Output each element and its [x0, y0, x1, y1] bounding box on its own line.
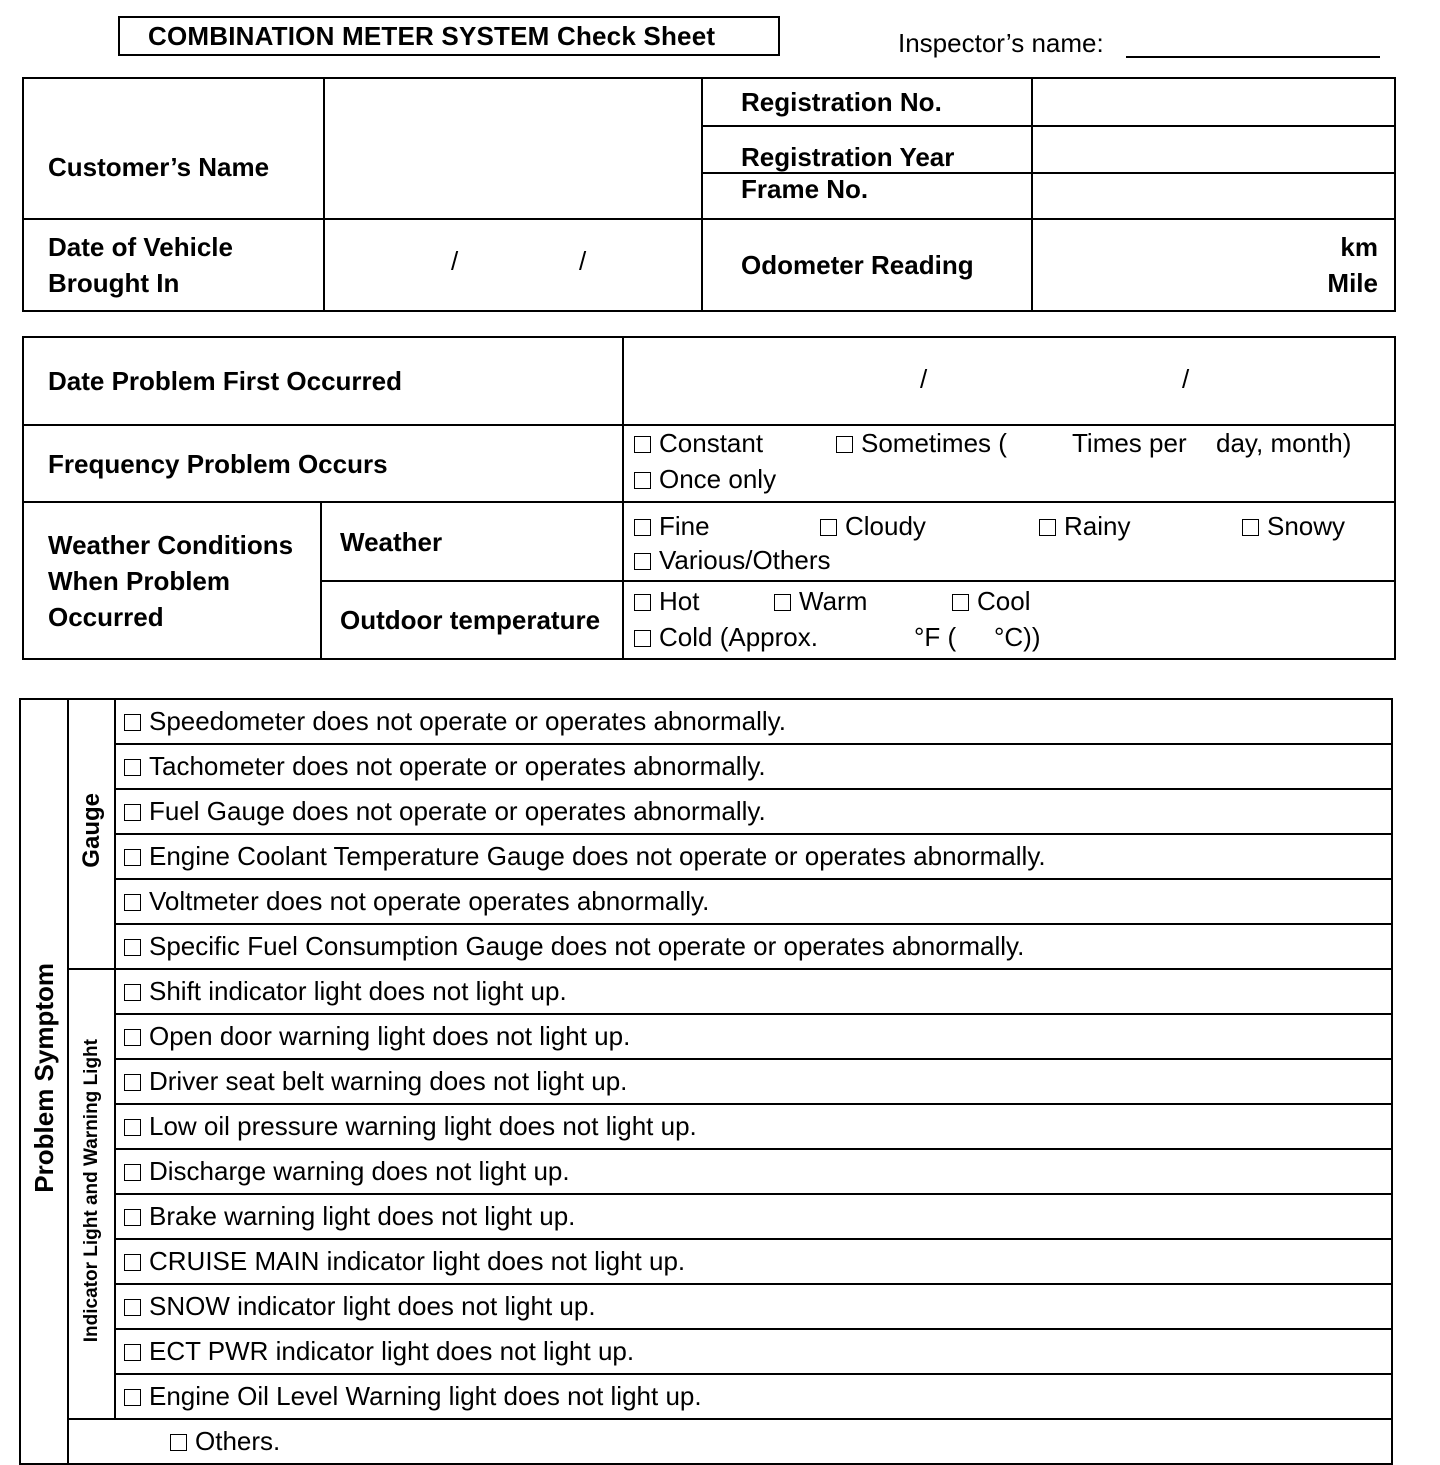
weather-fine-option[interactable]	[634, 511, 710, 542]
date-brought-in-label-line1: Date of Vehicle	[48, 232, 233, 262]
checkbox-icon[interactable]	[634, 630, 651, 647]
date-separator: /	[920, 364, 928, 394]
checkbox-icon[interactable]	[124, 1164, 141, 1181]
frequency-options	[623, 425, 1395, 502]
symptom-text: CRUISE MAIN indicator light does not light up.	[149, 1246, 686, 1276]
problem-symptom-label-cell	[20, 699, 68, 1464]
symptom-text: Engine Oil Level Warning light does not light up.	[149, 1381, 702, 1411]
conditions-table	[22, 336, 1396, 660]
symptom-text: Low oil pressure warning light does not light up.	[149, 1111, 697, 1141]
problem-symptom-label: Problem Symptom	[28, 963, 59, 1193]
checkbox-icon[interactable]	[170, 1434, 187, 1451]
weather-conditions-group-label	[23, 502, 321, 659]
outdoor-temperature-label: Outdoor temperature	[321, 581, 623, 659]
checkbox-icon[interactable]	[952, 594, 969, 611]
weather-fine-text: Fine	[659, 511, 710, 541]
registration-no-label: Registration No.	[702, 78, 1032, 126]
problem-symptom-table	[19, 698, 1393, 1465]
freq-sometimes-option[interactable]	[836, 428, 1007, 459]
checkbox-icon[interactable]	[1242, 519, 1259, 536]
frame-no-label: Frame No.	[702, 173, 1032, 219]
others-spacer	[68, 1419, 115, 1464]
checkbox-icon[interactable]	[634, 436, 651, 453]
checkbox-icon[interactable]	[124, 939, 141, 956]
symptom-text: Engine Coolant Temperature Gauge does not operate or operates abnormally.	[149, 841, 1046, 871]
temp-cold-option[interactable]	[634, 622, 818, 653]
weather-label: Weather	[321, 502, 623, 581]
checkbox-icon[interactable]	[124, 1074, 141, 1091]
symptom-text: ECT PWR indicator light does not light up.	[149, 1336, 635, 1366]
freq-day-month-text: day, month)	[1216, 428, 1352, 458]
date-brought-in-field[interactable]	[324, 219, 702, 311]
symptom-item[interactable]	[115, 1014, 1392, 1059]
checkbox-icon[interactable]	[1039, 519, 1056, 536]
symptom-item[interactable]	[115, 1194, 1392, 1239]
checkbox-icon[interactable]	[124, 1029, 141, 1046]
weather-rainy-text: Rainy	[1064, 511, 1131, 541]
symptom-text: Open door warning light does not light up.	[149, 1021, 631, 1051]
checkbox-icon[interactable]	[124, 1254, 141, 1271]
temperature-options	[623, 581, 1395, 659]
weather-group-line3: Occurred	[48, 601, 164, 632]
checkbox-icon[interactable]	[124, 984, 141, 1001]
symptom-text: Discharge warning does not light up.	[149, 1156, 570, 1186]
freq-once-option[interactable]	[634, 464, 776, 495]
checkbox-icon[interactable]	[820, 519, 837, 536]
checkbox-icon[interactable]	[124, 804, 141, 821]
frame-no-field[interactable]	[1032, 173, 1395, 219]
checkbox-icon[interactable]	[634, 519, 651, 536]
gauge-label-cell	[68, 699, 115, 969]
symptom-text: Brake warning light does not light up.	[149, 1201, 576, 1231]
freq-times-per-text: Times per	[1072, 428, 1187, 458]
symptom-item[interactable]	[115, 1239, 1392, 1284]
checkbox-icon[interactable]	[124, 1299, 141, 1316]
symptom-item[interactable]	[115, 699, 1392, 744]
indicator-label-cell	[68, 969, 115, 1419]
checkbox-icon[interactable]	[634, 553, 651, 570]
symptom-text: Fuel Gauge does not operate or operates abnormally.	[149, 796, 766, 826]
temp-celsius-text: °C))	[994, 622, 1041, 652]
checkbox-icon[interactable]	[124, 849, 141, 866]
checkbox-icon[interactable]	[124, 1119, 141, 1136]
others-item[interactable]	[115, 1419, 1392, 1464]
weather-cloudy-text: Cloudy	[845, 511, 926, 541]
date-first-occurred-label: Date Problem First Occurred	[23, 337, 623, 425]
sheet-title: COMBINATION METER SYSTEM Check Sheet	[118, 16, 780, 56]
odometer-label: Odometer Reading	[702, 219, 1032, 311]
registration-no-field[interactable]	[1032, 78, 1395, 126]
customer-name-field[interactable]	[324, 78, 702, 219]
gauge-label: Gauge	[77, 793, 105, 868]
registration-year-field[interactable]	[1032, 126, 1395, 173]
temp-cool-text: Cool	[977, 586, 1031, 616]
checkbox-icon[interactable]	[124, 1389, 141, 1406]
symptom-item[interactable]	[115, 834, 1392, 879]
temp-hot-text: Hot	[659, 586, 700, 616]
symptom-item[interactable]	[115, 924, 1392, 969]
weather-cloudy-option[interactable]	[820, 511, 926, 542]
symptom-item[interactable]	[115, 1104, 1392, 1149]
symptom-item[interactable]	[115, 1284, 1392, 1329]
date-separator: /	[579, 246, 587, 276]
inspector-label: Inspector’s name:	[898, 28, 1104, 58]
weather-rainy-option[interactable]	[1039, 511, 1130, 542]
unit-km: km	[1340, 232, 1378, 262]
weather-options	[623, 502, 1395, 581]
temp-fahrenheit-text: °F (	[914, 622, 957, 652]
checkbox-icon[interactable]	[124, 714, 141, 731]
weather-group-line1: Weather Conditions	[48, 529, 294, 560]
weather-snowy-option[interactable]	[1242, 511, 1345, 542]
inspector-name-field[interactable]	[1126, 56, 1380, 58]
symptom-item[interactable]	[115, 1149, 1392, 1194]
date-brought-in-label	[23, 219, 324, 311]
checkbox-icon[interactable]	[774, 594, 791, 611]
weather-various-option[interactable]	[634, 545, 830, 576]
symptom-text: Driver seat belt warning does not light up.	[149, 1066, 628, 1096]
checkbox-icon[interactable]	[124, 1209, 141, 1226]
checkbox-icon[interactable]	[634, 472, 651, 489]
indicator-label: Indicator Light and Warning Light	[80, 1038, 102, 1343]
temp-warm-text: Warm	[799, 586, 868, 616]
freq-constant-text: Constant	[659, 428, 764, 458]
registration-year-label: Registration Year	[702, 126, 1032, 173]
symptom-item[interactable]	[115, 789, 1392, 834]
date-brought-in-label-line2: Brought In	[48, 268, 180, 298]
checkbox-icon[interactable]	[836, 436, 853, 453]
symptom-text: Speedometer does not operate or operates abnormally.	[149, 706, 786, 736]
odometer-field[interactable]	[1032, 219, 1395, 311]
customer-name-label: Customer’s Name	[23, 78, 324, 219]
symptom-item[interactable]	[115, 1059, 1392, 1104]
checkbox-icon[interactable]	[634, 594, 651, 611]
symptom-item[interactable]	[115, 1374, 1392, 1419]
freq-once-text: Once only	[659, 464, 777, 494]
weather-snowy-text: Snowy	[1267, 511, 1346, 541]
checkbox-icon[interactable]	[124, 759, 141, 776]
frequency-label: Frequency Problem Occurs	[23, 425, 623, 502]
symptom-text: Shift indicator light does not light up.	[149, 976, 567, 1006]
date-first-occurred-field[interactable]	[623, 337, 1395, 425]
freq-sometimes-text: Sometimes (	[861, 428, 1007, 458]
symptom-item[interactable]	[115, 744, 1392, 789]
symptom-text: Specific Fuel Consumption Gauge does not operate or operates abnormally.	[149, 931, 1025, 961]
symptom-text: Tachometer does not operate or operates abnormally.	[149, 751, 766, 781]
weather-group-line2: When Problem	[48, 565, 231, 596]
symptom-text: SNOW indicator light does not light up.	[149, 1291, 596, 1321]
freq-constant-option[interactable]	[634, 428, 763, 459]
weather-various-text: Various/Others	[659, 545, 831, 575]
checkbox-icon[interactable]	[124, 894, 141, 911]
temp-hot-option[interactable]	[634, 586, 699, 617]
symptom-item[interactable]	[115, 969, 1392, 1014]
symptom-item[interactable]	[115, 1329, 1392, 1374]
symptom-item[interactable]	[115, 879, 1392, 924]
others-text: Others.	[195, 1426, 281, 1456]
vehicle-info-table	[22, 77, 1396, 312]
temp-cold-text: Cold (Approx.	[659, 622, 818, 652]
temp-cool-option[interactable]	[952, 586, 1030, 617]
date-separator: /	[451, 246, 459, 276]
date-separator: /	[1182, 364, 1190, 394]
temp-warm-option[interactable]	[774, 586, 867, 617]
unit-mile: Mile	[1327, 268, 1378, 298]
checkbox-icon[interactable]	[124, 1344, 141, 1361]
symptom-text: Voltmeter does not operate operates abnormally.	[149, 886, 710, 916]
